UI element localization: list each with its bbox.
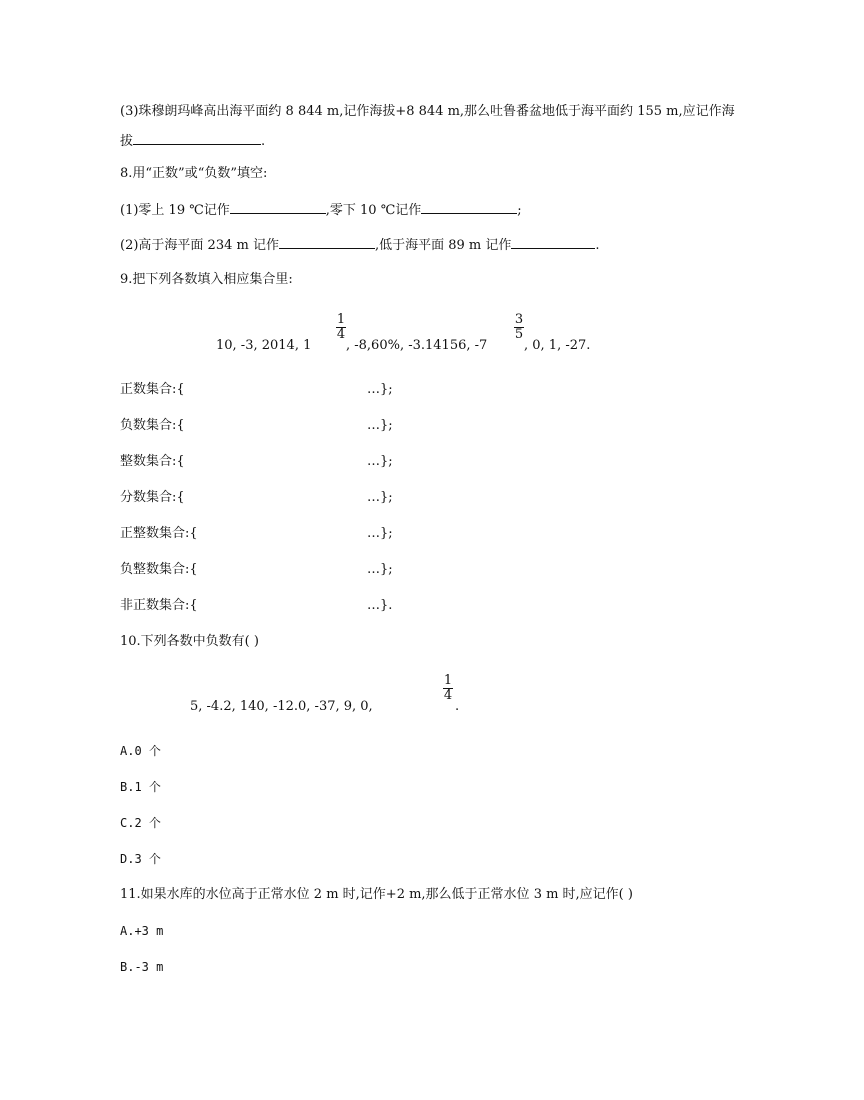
q8-part2-end: .	[595, 238, 600, 253]
answer-blank[interactable]	[230, 201, 326, 214]
set-positive-integer-label: 正整数集合:{	[120, 526, 198, 541]
q8-part1	[120, 201, 522, 219]
q9-fraction-1	[336, 313, 346, 342]
q10-title: 10.下列各数中负数有( )	[120, 634, 259, 649]
q8-part2-b: ,低于海平面 89 m 记作	[374, 238, 512, 253]
q9-fraction-2	[514, 313, 524, 342]
answer-blank[interactable]	[279, 236, 375, 249]
q9-title: 9.把下列各数填入相应集合里:	[120, 272, 293, 287]
q10-fraction-den: 4	[443, 688, 453, 703]
set-positive-end: …};	[367, 382, 393, 397]
answer-blank[interactable]	[133, 132, 261, 145]
q11-option-a[interactable]: A.+3 m	[120, 924, 164, 938]
set-fraction-label: 分数集合:{	[120, 490, 185, 505]
q10-option-d[interactable]: D.3 个	[120, 852, 161, 866]
q8-part1-b: ,零下 10 ℃记作	[325, 203, 422, 218]
q9-numbers-c: , 0, 1, -27.	[524, 338, 591, 353]
q10-numbers: 5, -4.2, 140, -12.0, -37, 9, 0,	[190, 699, 373, 714]
q10-option-c[interactable]: C.2 个	[120, 816, 161, 830]
answer-blank[interactable]	[511, 236, 595, 249]
set-negative-end: …};	[367, 418, 393, 433]
set-positive-integer-end: …};	[367, 526, 393, 541]
q7-3-line1: (3)珠穆朗玛峰高出海平面约 8 844 m,记作海拔+8 844 m,那么吐鲁番盆地低于海平面约 155 m,应记作海	[120, 104, 735, 119]
q8-part1-end: ;	[517, 203, 522, 218]
q9-fraction-1-num: 1	[336, 312, 346, 327]
set-negative-label: 负数集合:{	[120, 418, 185, 433]
q11-title: 11.如果水库的水位高于正常水位 2 m 时,记作+2 m,那么低于正常水位 3 m 时,应记作( )	[120, 887, 633, 902]
set-integer-end: …};	[367, 454, 393, 469]
q10-end: .	[455, 699, 460, 714]
q8-part2	[120, 236, 600, 254]
q10-option-b[interactable]: B.1 个	[120, 780, 161, 794]
q9-numbers-b: , -8,60%, -3.14156, -7	[346, 338, 488, 353]
q9-fraction-1-den: 4	[336, 327, 346, 342]
q10-fraction-num: 1	[443, 673, 453, 688]
q8-part2-a: (2)高于海平面 234 m 记作	[120, 238, 279, 253]
q11-option-b[interactable]: B.-3 m	[120, 960, 164, 974]
q10-option-a[interactable]: A.0 个	[120, 744, 161, 758]
q7-3-line2-text: 拔	[120, 134, 134, 149]
set-negative-integer-end: …};	[367, 562, 393, 577]
set-fraction-end: …};	[367, 490, 393, 505]
answer-blank[interactable]	[421, 201, 517, 214]
set-negative-integer-label: 负整数集合:{	[120, 562, 198, 577]
set-positive-label: 正数集合:{	[120, 382, 185, 397]
q7-3-line2	[120, 132, 265, 150]
set-integer-label: 整数集合:{	[120, 454, 185, 469]
q9-fraction-2-den: 5	[514, 327, 524, 342]
set-non-positive-label: 非正数集合:{	[120, 598, 198, 613]
q9-fraction-2-num: 3	[514, 312, 524, 327]
q10-fraction	[443, 674, 453, 703]
q9-numbers-a: 10, -3, 2014, 1	[216, 338, 312, 353]
set-non-positive-end: …}.	[367, 598, 393, 613]
q8-part1-a: (1)零上 19 ℃记作	[120, 203, 230, 218]
q8-title: 8.用“正数”或“负数”填空:	[120, 166, 268, 181]
q7-3-period: .	[261, 134, 266, 149]
